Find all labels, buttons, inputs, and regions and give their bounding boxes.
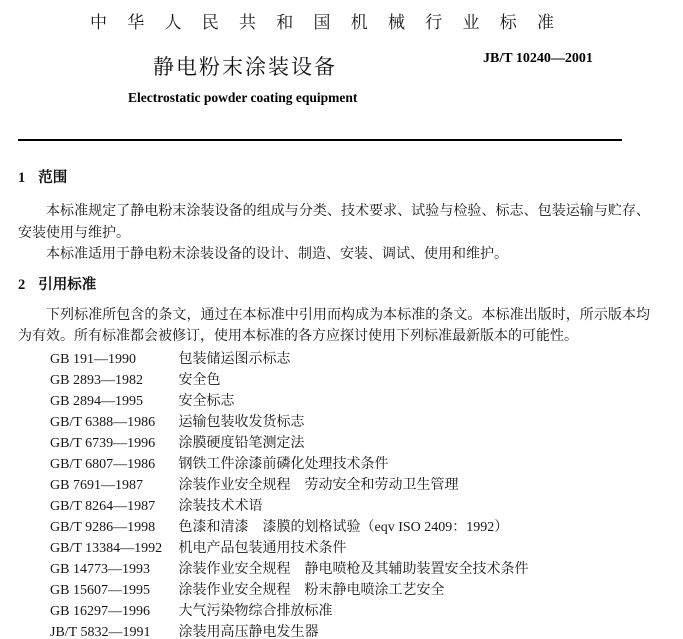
standard-header-label: 中 华 人 民 共 和 国 机 械 行 业 标 准 [90,13,562,32]
reference-title: 机电产品包装通用技术条件 [178,540,347,556]
reference-item [18,496,650,517]
section-2-title: 引用标准 [38,276,97,293]
reference-code: GB 16297—1996 [50,603,150,619]
section-1-title: 范围 [38,170,68,186]
reference-title: 涂装用高压静电发生器 [178,624,319,639]
reference-item [18,580,650,601]
reference-code: GB 15607—1995 [50,582,150,598]
reference-title: 涂装技术术语 [178,498,263,514]
reference-title: 涂装作业安全规程 静电喷枪及其辅助装置安全技术条件 [178,561,529,577]
reference-title: 大气污染物综合排放标准 [178,603,333,619]
reference-title: 运输包装收发货标志 [178,414,305,430]
reference-code: JB/T 5832—1991 [50,624,151,639]
reference-code: GB/T 6739—1996 [50,435,156,451]
standard-title: 静电粉末涂装设备 [153,55,337,79]
section-2-heading [18,277,650,293]
reference-code: GB/T 13384—1992 [50,540,163,556]
section-1-number: 1 [18,170,26,186]
reference-code: GB 2893—1982 [50,372,143,388]
reference-code: GB/T 8264—1987 [50,498,156,514]
reference-item [18,370,650,391]
reference-item [18,538,650,559]
reference-item [18,433,650,454]
reference-item [18,475,650,496]
scope-paragraph-2: 本标准适用于静电粉末涂装设备的设计、制造、安装、调试、使用和维护。 [46,247,508,262]
reference-code: GB 2894—1995 [50,393,143,409]
reference-item [18,601,650,622]
reference-item [18,391,650,412]
section-1-heading [18,170,650,186]
references-list [18,349,650,639]
document-body [18,170,650,639]
reference-title: 色漆和清漆 漆膜的划格试验（eqv ISO 2409：1992） [178,519,509,535]
reference-title: 安全标志 [178,393,235,409]
reference-item [18,559,650,580]
reference-item [18,622,650,639]
reference-title: 涂装作业安全规程 劳动安全和劳动卫生管理 [178,477,459,493]
reference-code: GB/T 6807—1986 [50,456,156,472]
reference-code: GB/T 9286—1998 [50,519,156,535]
reference-code: GB 7691—1987 [50,477,143,493]
reference-item [18,517,650,538]
reference-item [18,412,650,433]
reference-code: GB 191—1990 [50,351,136,367]
reference-title: 包装储运图示标志 [178,351,291,367]
reference-title: 涂膜硬度铅笔测定法 [178,435,305,451]
references-intro-paragraph: 下列标准所包含的条文，通过在本标准中引用而构成为本标准的条文。本标准出版时，所示版本均为有效。所有标准都会被修订，使用本标准的各方应探讨使用下列标准最新版本的可能性。 [18,307,650,344]
reference-item [18,454,650,475]
reference-title: 安全色 [178,372,221,388]
reference-title: 钢铁工件涂漆前磷化处理技术条件 [178,456,389,472]
header-divider-rule [18,139,622,141]
standard-title-english: Electrostatic powder coating equipment [128,90,358,105]
reference-title: 涂装作业安全规程 粉末静电喷涂工艺安全 [178,582,445,598]
standard-number: JB/T 10240—2001 [483,51,593,66]
section-2-number: 2 [18,276,26,293]
reference-item [18,349,650,370]
scope-paragraph-1: 本标准规定了静电粉末涂装设备的组成与分类、技术要求、试验与检验、标志、包装运输与贮存、安装使用与维护。 [18,204,650,241]
reference-code: GB/T 6388—1986 [50,414,156,430]
reference-code: GB 14773—1993 [50,561,150,577]
